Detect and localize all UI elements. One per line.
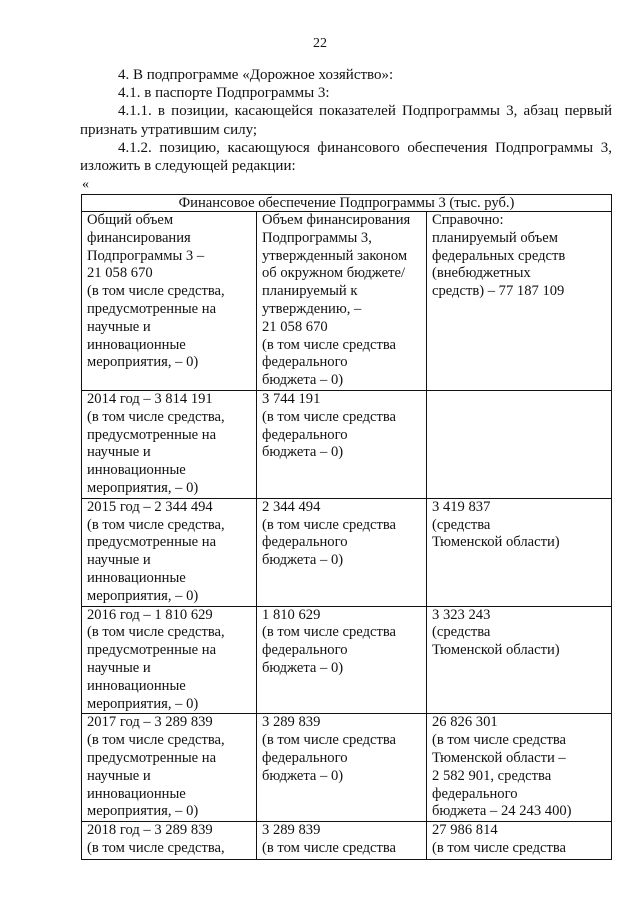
cell-line: бюджета – 0) <box>262 659 344 676</box>
cell-line: научные и <box>87 444 151 461</box>
cell-line: мероприятия, – 0) <box>87 587 199 604</box>
cell-line: федерального <box>262 354 348 371</box>
cell-line: планируемый к <box>262 283 358 300</box>
cell-line: 1 810 629 <box>262 606 321 623</box>
reference-federal-cell <box>427 714 612 822</box>
cell-line: (в том числе средства <box>262 732 397 749</box>
cell-line: мероприятия, – 0) <box>87 695 199 712</box>
approved-budget-cell <box>257 822 427 860</box>
cell-line: Подпрограммы 3 – <box>87 247 205 264</box>
cell-line: 2018 год – 3 289 839 <box>87 822 213 839</box>
cell-line: (в том числе средства <box>262 516 397 533</box>
cell-line: (в том числе средства, <box>87 624 225 641</box>
reference-federal-cell <box>427 822 612 860</box>
cell-line: предусмотренные на <box>87 300 217 317</box>
cell-line: 3 744 191 <box>262 390 321 407</box>
table-row <box>82 498 612 606</box>
cell-line: инновационные <box>87 462 186 479</box>
cell-line: Подпрограммы 3, <box>262 229 372 246</box>
table-row <box>82 606 612 714</box>
cell-line: научные и <box>87 767 151 784</box>
opening-quote-mark: « <box>82 177 89 192</box>
cell-line: (средства <box>432 516 491 533</box>
cell-line: (в том числе средства <box>262 624 397 641</box>
cell-line: научные и <box>87 318 151 335</box>
table-row <box>82 822 612 860</box>
cell-line: (в том числе средства <box>262 408 397 425</box>
cell-line: Тюменской области) <box>432 534 560 551</box>
cell-line: 2015 год – 2 344 494 <box>87 498 213 515</box>
cell-line: 2014 год – 3 814 191 <box>87 390 213 407</box>
cell-line: предусмотренные на <box>87 749 217 766</box>
cell-line: бюджета – 0) <box>262 372 344 389</box>
cell-line: 2 344 494 <box>262 498 321 515</box>
intro-line-subprogram: 4. В подпрограмме «Дорожное хозяйство»: <box>118 67 394 83</box>
cell-line: Общий объем <box>87 212 174 228</box>
cell-line: 2016 год – 1 810 629 <box>87 606 213 623</box>
financing-table <box>81 194 612 860</box>
table-caption: Финансовое обеспечение Подпрограммы 3 (тыс. руб.) <box>82 195 612 212</box>
cell-line: (средства <box>432 624 491 641</box>
cell-line: (в том числе средства <box>262 336 397 353</box>
cell-line: федерального <box>262 749 348 766</box>
intro-line-indicators: 4.1.1. в позиции, касающейся показателей Подпрограммы 3, абзац первый признать утратившим силу; <box>80 103 612 138</box>
approved-budget-cell <box>257 390 427 498</box>
cell-line: федерального <box>262 642 348 659</box>
reference-federal-cell <box>427 606 612 714</box>
cell-line: (в том числе средства <box>432 732 567 749</box>
cell-line: мероприятия, – 0) <box>87 803 199 820</box>
intro-line-financing: 4.1.2. позицию, касающуюся финансового обеспечения Подпрограммы 3, изложить в следующей редакции: <box>80 139 612 175</box>
cell-line: предусмотренные на <box>87 534 217 551</box>
cell-line: 3 289 839 <box>262 714 321 731</box>
cell-line: научные и <box>87 552 151 569</box>
cell-line: инновационные <box>87 677 186 694</box>
cell-line: 3 419 837 <box>432 498 491 515</box>
cell-line: (в том числе средства, <box>87 732 225 749</box>
approved-budget-cell <box>257 606 427 714</box>
cell-line: Тюменской области – <box>432 749 566 766</box>
cell-line: утвержденный законом <box>262 247 408 264</box>
reference-federal-cell <box>427 390 612 498</box>
cell-line: планируемый объем <box>432 229 558 246</box>
cell-line: бюджета – 0) <box>262 444 344 461</box>
total-volume-cell <box>82 714 257 822</box>
cell-line: (в том числе средства <box>432 839 567 856</box>
intro-line-passport: 4.1. в паспорте Подпрограммы 3: <box>118 85 330 102</box>
table-body <box>82 212 612 860</box>
cell-line: (в том числе средства, <box>87 839 225 856</box>
reference-federal-cell <box>427 212 612 391</box>
cell-line: 26 826 301 <box>432 714 498 731</box>
total-volume-cell <box>82 390 257 498</box>
page-number: 22 <box>313 36 327 51</box>
cell-line: бюджета – 0) <box>262 767 344 784</box>
cell-line: 3 323 243 <box>432 606 491 623</box>
total-volume-cell <box>82 606 257 714</box>
cell-line: инновационные <box>87 785 186 802</box>
cell-line: федерального <box>262 534 348 551</box>
cell-line: об окружном бюджете/ <box>262 265 406 282</box>
intro-text <box>80 66 612 175</box>
cell-line: 21 058 670 <box>262 318 328 335</box>
cell-line: финансирования <box>87 229 191 246</box>
cell-line: инновационные <box>87 336 186 353</box>
approved-budget-cell <box>257 714 427 822</box>
cell-line: бюджета – 0) <box>262 552 344 569</box>
cell-line: утверждению, – <box>262 300 362 317</box>
cell-line: (в том числе средства, <box>87 516 225 533</box>
cell-line: (в том числе средства <box>262 839 397 856</box>
cell-line: 2017 год – 3 289 839 <box>87 714 213 731</box>
approved-budget-cell <box>257 498 427 606</box>
total-volume-cell <box>82 498 257 606</box>
cell-line: бюджета – 24 243 400) <box>432 803 572 820</box>
cell-line: 3 289 839 <box>262 822 321 839</box>
total-volume-cell <box>82 212 257 391</box>
cell-line: федерального <box>432 785 518 802</box>
reference-federal-cell <box>427 498 612 606</box>
cell-line: (в том числе средства, <box>87 283 225 300</box>
cell-line: средств) – 77 187 109 <box>432 283 565 300</box>
cell-line: Справочно: <box>432 212 504 228</box>
approved-budget-cell <box>257 212 427 391</box>
table-row <box>82 714 612 822</box>
cell-line: мероприятия, – 0) <box>87 479 199 496</box>
cell-line: 2 582 901, средства <box>432 767 552 784</box>
cell-line: Объем финансирования <box>262 212 411 228</box>
total-volume-cell <box>82 822 257 860</box>
cell-line: мероприятия, – 0) <box>87 354 199 371</box>
cell-line: 27 986 814 <box>432 822 498 839</box>
cell-line: инновационные <box>87 569 186 586</box>
cell-line: 21 058 670 <box>87 265 153 282</box>
cell-line: (внебюджетных <box>432 265 531 282</box>
table-row <box>82 212 612 391</box>
table-row <box>82 390 612 498</box>
cell-line: федерального <box>262 426 348 443</box>
cell-line: научные и <box>87 659 151 676</box>
cell-line: предусмотренные на <box>87 426 217 443</box>
cell-line: (в том числе средства, <box>87 408 225 425</box>
cell-line: предусмотренные на <box>87 642 217 659</box>
cell-line: федеральных средств <box>432 247 566 264</box>
cell-line: Тюменской области) <box>432 642 560 659</box>
